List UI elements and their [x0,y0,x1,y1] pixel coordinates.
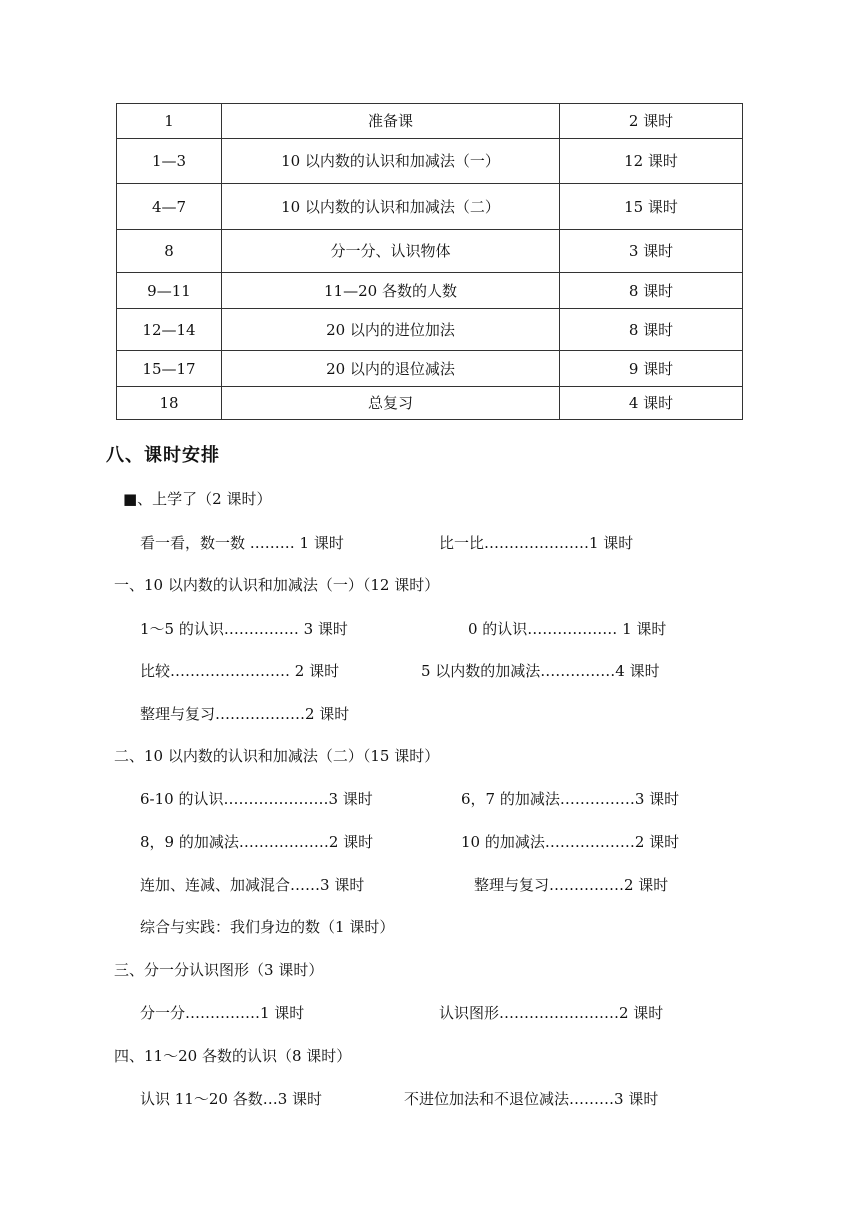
lesson-item: 整理与复习………………2 课时 [140,705,350,723]
table-row [117,104,743,139]
content-cell: 总复习 [222,387,560,420]
week-cell: 18 [117,387,222,420]
content-cell: 11—20 各数的人数 [222,273,560,309]
hours-cell: 8 课时 [560,309,743,351]
hours-cell: 8 课时 [560,273,743,309]
content-cell: 分一分、认识物体 [222,230,560,273]
hours-cell: 3 课时 [560,230,743,273]
content-cell: 20 以内的进位加法 [222,309,560,351]
section-title: ■、上学了（2 课时） [123,490,272,508]
lesson-item: 5 以内数的加减法……………4 课时 [421,662,660,680]
week-cell: 1—3 [117,139,222,184]
table-row [117,184,743,230]
lesson-item: 认识图形……………………2 课时 [439,1004,664,1022]
lesson-item: 综合与实践：我们身边的数（1 课时） [140,918,395,936]
week-cell: 15—17 [117,351,222,387]
lesson-item: 认识 11～20 各数…3 课时 [140,1090,323,1108]
section-title: 一、10 以内数的认识和加减法（一）（12 课时） [114,576,440,594]
lesson-item: 不进位加法和不退位减法………3 课时 [404,1090,659,1108]
lesson-item: 1～5 的认识…………… 3 课时 [140,620,348,638]
lesson-item: 比较…………………… 2 课时 [140,662,340,680]
hours-cell: 9 课时 [560,351,743,387]
lesson-item: 10 的加减法………………2 课时 [461,833,680,851]
schedule-table [116,103,743,420]
week-cell: 1 [117,104,222,139]
table-row [117,309,743,351]
week-cell: 8 [117,230,222,273]
table-row [117,387,743,420]
content-cell: 准备课 [222,104,560,139]
table-row [117,351,743,387]
table-row [117,230,743,273]
week-cell: 12—14 [117,309,222,351]
lesson-item: 分一分……………1 课时 [140,1004,305,1022]
section-heading: 八、课时安排 [106,445,220,466]
hours-cell: 15 课时 [560,184,743,230]
week-cell: 4—7 [117,184,222,230]
lesson-item: 看一看，数一数 ……… 1 课时 [140,534,344,552]
content-cell: 10 以内数的认识和加减法（一） [222,139,560,184]
hours-cell: 12 课时 [560,139,743,184]
section-title: 二、10 以内数的认识和加减法（二）（15 课时） [114,747,440,765]
table-row [117,273,743,309]
content-cell: 20 以内的退位减法 [222,351,560,387]
table-row [117,139,743,184]
lesson-item: 6，7 的加减法……………3 课时 [461,790,680,808]
section-title: 四、11～20 各数的认识（8 课时） [114,1047,352,1065]
hours-cell: 2 课时 [560,104,743,139]
lesson-item: 连加、连减、加减混合……3 课时 [140,876,365,894]
lesson-item: 6-10 的认识…………………3 课时 [140,790,373,808]
lesson-item: 比一比…………………1 课时 [439,534,634,552]
lesson-item: 整理与复习……………2 课时 [474,876,669,894]
lesson-item: 8，9 的加减法………………2 课时 [140,833,374,851]
section-title: 三、分一分认识图形（3 课时） [114,961,324,979]
lesson-item: 0 的认识……………… 1 课时 [468,620,667,638]
content-cell: 10 以内数的认识和加减法（二） [222,184,560,230]
hours-cell: 4 课时 [560,387,743,420]
week-cell: 9—11 [117,273,222,309]
